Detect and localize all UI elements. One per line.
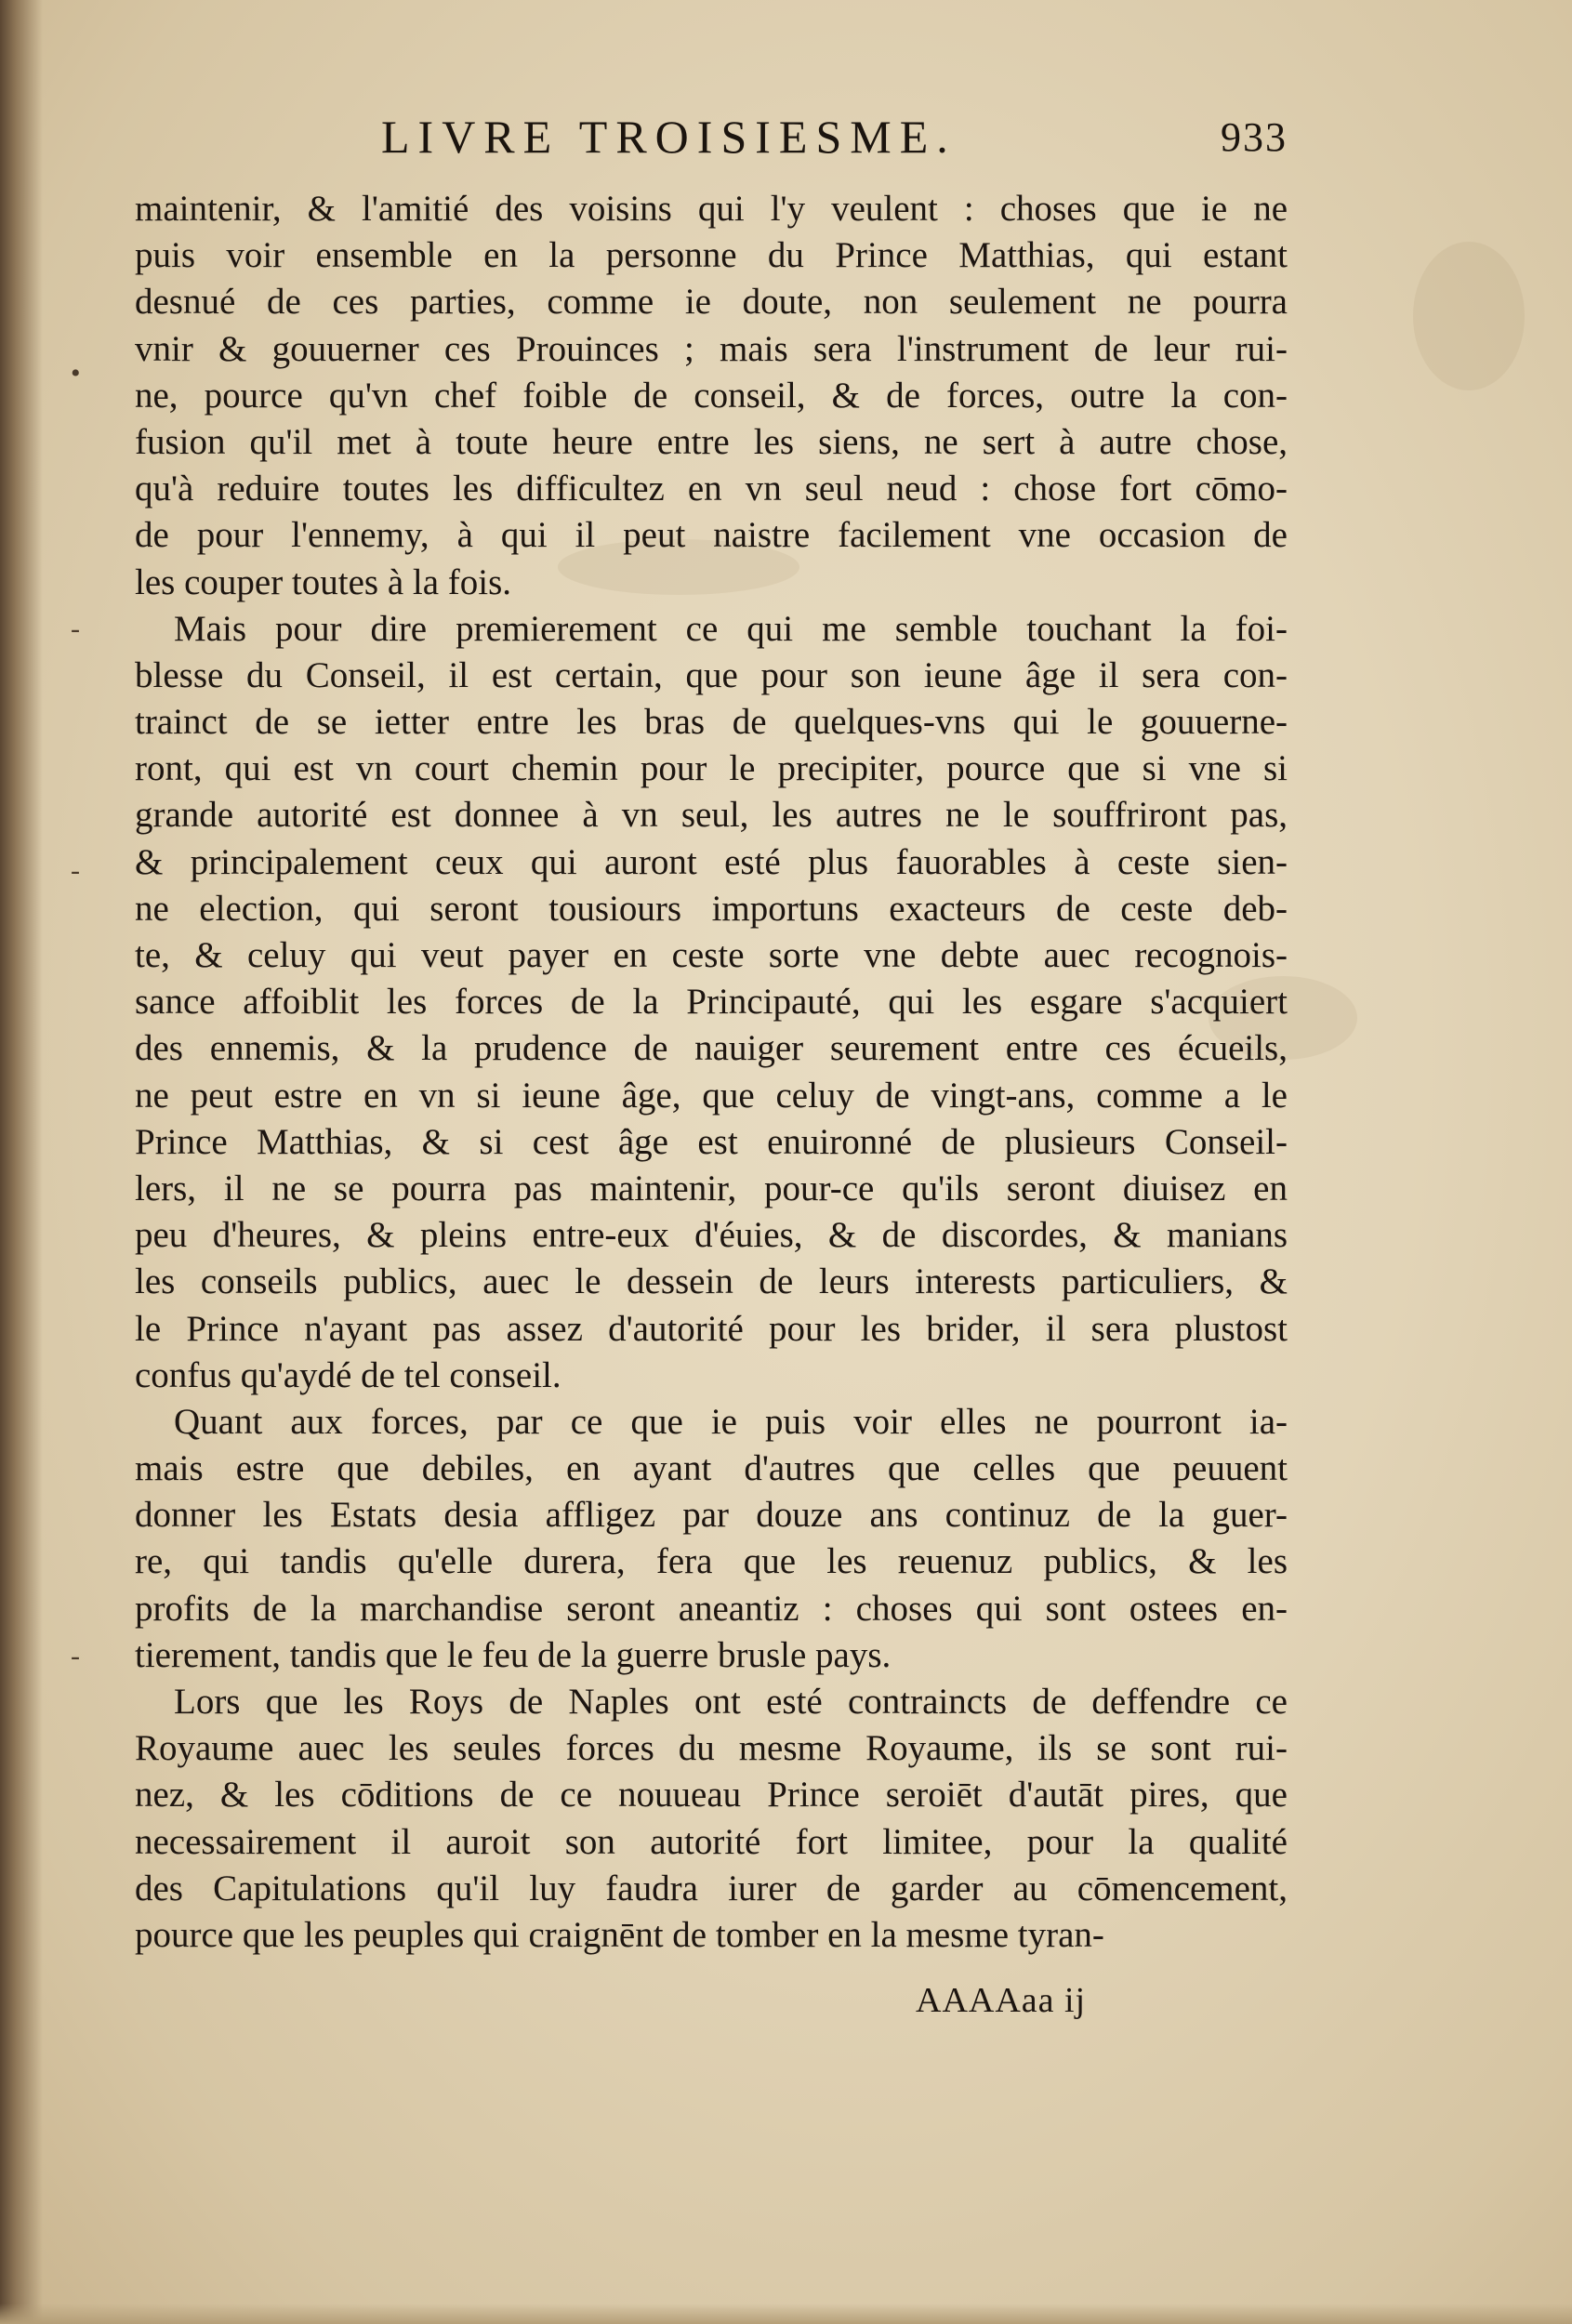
text-line: grande autorité est donnee à vn seul, les autres ne le souffriront pas, xyxy=(135,795,1288,836)
text-line: desnué de ces parties, comme ie doute, non seulement ne pourra xyxy=(135,282,1288,323)
margin-dot: - xyxy=(71,1641,80,1671)
text-line: les couper toutes à la fois. xyxy=(135,561,512,602)
text-line: confus qu'aydé de tel conseil. xyxy=(135,1354,561,1395)
text-line: puis voir ensemble en la personne du Prince Matthias, qui estant xyxy=(135,235,1288,276)
margin-dot: • xyxy=(71,358,81,389)
text-line: ront, qui est vn court chemin pour le precipiter, pource que si vne si xyxy=(135,748,1288,789)
text-line: re, qui tandis qu'elle durera, fera que les reuenuz publics, & les xyxy=(135,1541,1288,1582)
text-line: Royaume auec les seules forces du mesme Royaume, ils se sont rui- xyxy=(135,1728,1288,1769)
text-line: blesse du Conseil, il est certain, que pour son ieune âge il sera con- xyxy=(135,654,1288,695)
paragraph xyxy=(135,1679,1288,1959)
text-line: Quant aux forces, par ce que ie puis voir elles ne pourront ia- xyxy=(174,1401,1288,1442)
text-line: Lors que les Roys de Naples ont esté contraincts de deffendre ce xyxy=(174,1682,1288,1722)
paper-stain xyxy=(1413,242,1525,390)
text-line: trainct de se ietter entre les bras de quelques-vns qui le gouuerne- xyxy=(135,702,1288,743)
paragraph xyxy=(135,606,1288,1399)
text-line: de pour l'ennemy, à qui il peut naistre facilement vne occasion de xyxy=(135,515,1288,556)
paragraph xyxy=(135,1399,1288,1679)
text-line: ne election, qui seront tousiours importuns exacteurs de ceste deb- xyxy=(135,888,1288,929)
text-line: te, & celuy qui veut payer en ceste sorte vne debte auec recognois- xyxy=(135,935,1288,975)
text-line: lers, il ne se pourra pas maintenir, pour-ce qu'ils seront diuisez en xyxy=(135,1168,1288,1208)
text-line: tierement, tandis que le feu de la guerre brusle pays. xyxy=(135,1634,892,1675)
text-line: peu d'heures, & pleins entre-eux d'éuies, & de discordes, & manians xyxy=(135,1215,1288,1256)
text-line: profits de la marchandise seront aneantiz : choses qui sont ostees en- xyxy=(135,1588,1288,1629)
text-line: des Capitulations qu'il luy faudra iurer de garder au cōmencement, xyxy=(135,1868,1288,1908)
text-line: fusion qu'il met à toute heure entre les siens, ne sert à autre chose, xyxy=(135,421,1288,462)
text-line: mais estre que debiles, en ayant d'autres que celles que peuuent xyxy=(135,1448,1288,1489)
page-bottom-edge xyxy=(0,2304,1572,2324)
text-line: donner les Estats desia affligez par douze ans continuz de la guer- xyxy=(135,1495,1288,1536)
text-line: les conseils publics, auec le dessein de leurs interests particuliers, & xyxy=(135,1261,1288,1302)
text-line: des ennemis, & la prudence de nauiger seurement entre ces écueils, xyxy=(135,1028,1288,1069)
text-line: ne peut estre en vn si ieune âge, que celuy de vingt-ans, comme a le xyxy=(135,1075,1288,1116)
signature-mark: AAAAaa ij xyxy=(916,1981,1087,2020)
text-line: maintenir, & l'amitié des voisins qui l'y veulent : choses que ie ne xyxy=(135,189,1288,229)
text-line: le Prince n'ayant pas assez d'autorité pour les brider, il sera plustost xyxy=(135,1308,1288,1349)
running-head xyxy=(135,110,1288,175)
text-line: nez, & les cōditions de ce nouueau Prince seroiēt d'autāt pires, que xyxy=(135,1775,1288,1816)
text-line: Prince Matthias, & si cest âge est enuironné de plusieurs Conseil- xyxy=(135,1121,1288,1162)
margin-dot: - xyxy=(71,855,80,886)
text-line: ne, pource qu'vn chef foible de conseil, & de forces, outre la con- xyxy=(135,375,1288,416)
text-line: & principalement ceux qui auront esté plus fauorables à ceste sien- xyxy=(135,841,1288,882)
body-text xyxy=(135,186,1288,1959)
margin-dot: - xyxy=(71,614,80,644)
text-line: sance affoiblit les forces de la Principauté, qui les esgare s'acquiert xyxy=(135,982,1288,1023)
running-title: LIVRE TROISIESME. xyxy=(381,111,957,163)
text-line: pource que les peuples qui craignēnt de tomber en la mesme tyran- xyxy=(135,1914,1104,1955)
binding-gutter xyxy=(0,0,43,2324)
text-line: necessairement il auroit son autorité fort limitee, pour la qualité xyxy=(135,1821,1288,1862)
text-line: Mais pour dire premierement ce qui me semble touchant la foi- xyxy=(174,608,1288,649)
paragraph xyxy=(135,186,1288,606)
page-number: 933 xyxy=(1221,114,1288,160)
text-line: qu'à reduire toutes les difficultez en vn seul neud : chose fort cōmo- xyxy=(135,469,1288,509)
text-line: vnir & gouuerner ces Prouinces ; mais sera l'instrument de leur rui- xyxy=(135,328,1288,369)
